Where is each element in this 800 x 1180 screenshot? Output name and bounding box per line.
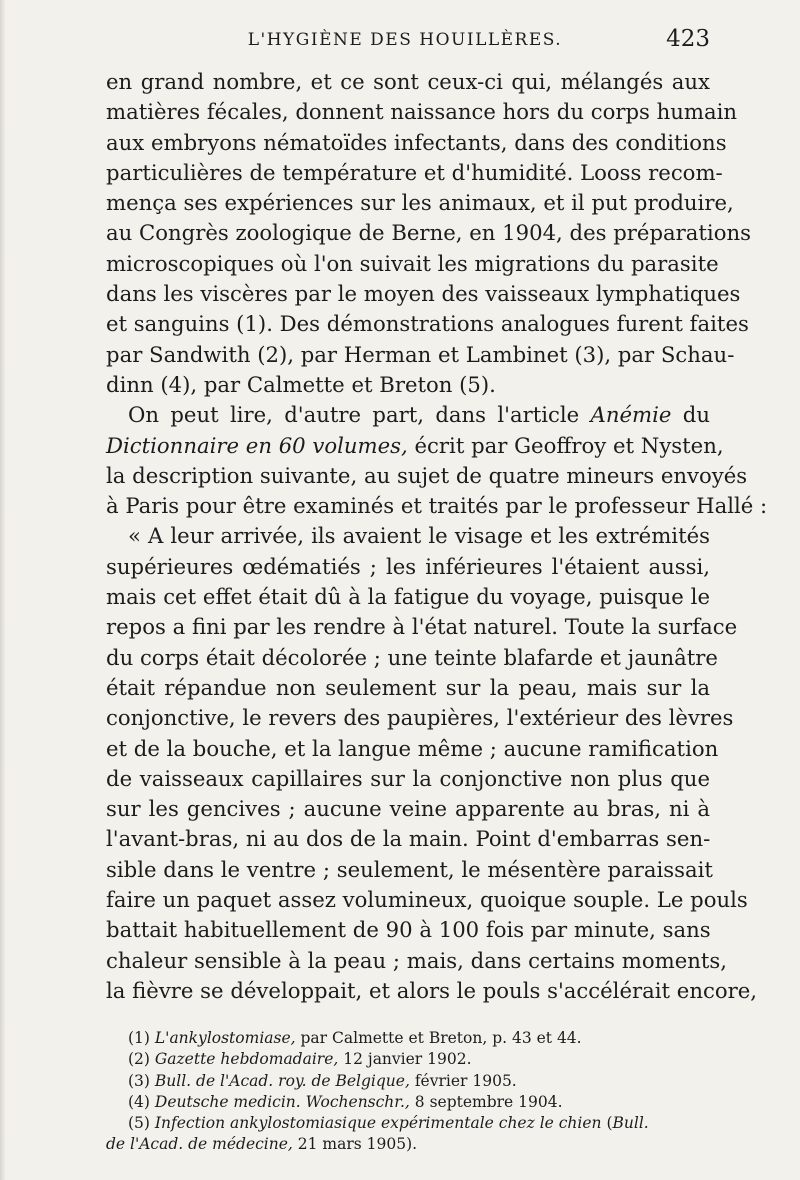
text-line: « A leur arrivée, ils avaient le visage et les extrémités [128, 523, 710, 549]
page-edge [0, 0, 6, 1180]
text-line: sur les gencives ; aucune veine apparente au bras, ni à [106, 796, 710, 822]
page-header [100, 26, 710, 56]
italic-title: Dictionnaire en 60 volumes, [106, 432, 408, 458]
text-line: supérieures œdématiés ; les inférieures l'étaient aussi, [106, 553, 710, 579]
footnote: (1) L'ankylostomiase, par Calmette et Breton, p. 43 et 44. [128, 1029, 582, 1047]
footnote: (3) Bull. de l'Acad. roy. de Belgique, février 1905. [128, 1071, 517, 1090]
text-line: matières fécales, donnent naissance hors du corps humain [106, 99, 738, 125]
text-line: par Sandwith (2), par Herman et Lambinet (3), par Schau- [106, 341, 735, 367]
italic-title: Anémie [590, 402, 672, 428]
text-line: mais cet effet était dû à la fatigue du voyage, puisque le [106, 584, 710, 610]
footnote: (5) Infection ankylostomiasique expérimentale chez le chien (Bull. [128, 1114, 649, 1133]
text-line: du corps était décolorée ; une teinte blafarde et jaunâtre [106, 644, 718, 670]
text-line: à Paris pour être examinés et traités par le professeur Hallé : [106, 493, 768, 519]
text-line: l'avant-bras, ni au dos de la main. Point d'embarras sen- [106, 826, 711, 852]
text-line: microscopiques où l'on suivait les migrations du parasite [106, 250, 719, 276]
text-line: la fièvre se développait, et alors le pouls s'accélérait encore, [106, 977, 757, 1003]
text-line: faire un paquet assez volumineux, quoique souple. Le pouls [106, 887, 748, 913]
text-line: chaleur sensible à la peau ; mais, dans certains moments, [106, 947, 728, 973]
text-line: en grand nombre, et ce sont ceux-ci qui, mélangés aux [106, 69, 710, 94]
page-number: 423 [666, 26, 710, 52]
running-head: L'HYGIÈNE DES HOUILLÈRES. [247, 30, 563, 50]
footnote: (4) Deutsche medicin. Wochenschr., 8 septembre 1904. [128, 1092, 563, 1111]
text-line: de vaisseaux capillaires sur la conjonctive non plus que [106, 765, 710, 791]
body-text [106, 67, 768, 1006]
footnote-continuation: de l'Acad. de médecine, 21 mars 1905). [106, 1135, 418, 1154]
text-line: battait habituellement de 90 à 100 fois par minute, sans [106, 917, 711, 943]
text-line: Dictionnaire en 60 volumes, écrit par Geoffroy et Nysten, [106, 432, 724, 458]
text-line: sible dans le ventre ; seulement, le mésentère paraissait [106, 856, 713, 882]
text-line: conjonctive, le revers des paupières, l'extérieur des lèvres [106, 705, 734, 731]
text-line: dinn (4), par Calmette et Breton (5). [106, 371, 496, 397]
footnote: (2) Gazette hebdomadaire, 12 janvier 1902. [128, 1050, 472, 1069]
text-line: particulières de température et d'humidité. Looss recom- [106, 159, 723, 185]
text-line: repos a fini par les rendre à l'état naturel. Toute la surface [106, 614, 738, 640]
text-line: aux embryons nématoïdes infectants, dans des conditions [106, 129, 727, 155]
text-line: dans les viscères par le moyen des vaisseaux lymphatiques [106, 281, 741, 307]
text-line: mença ses expériences sur les animaux, et il put produire, [106, 190, 734, 216]
text-line: était répandue non seulement sur la peau, mais sur la [106, 674, 710, 700]
text-line: et sanguins (1). Des démonstrations analogues furent faites [106, 311, 749, 337]
text-line: la description suivante, au sujet de quatre mineurs envoyés [106, 462, 748, 488]
text-line: et de la bouche, et la langue même ; aucune ramification [106, 735, 719, 761]
footnotes [106, 1028, 710, 1156]
text-line: On peut lire, d'autre part, dans l'article Anémie du [128, 402, 710, 428]
text-line: au Congrès zoologique de Berne, en 1904, des préparations [106, 220, 751, 246]
